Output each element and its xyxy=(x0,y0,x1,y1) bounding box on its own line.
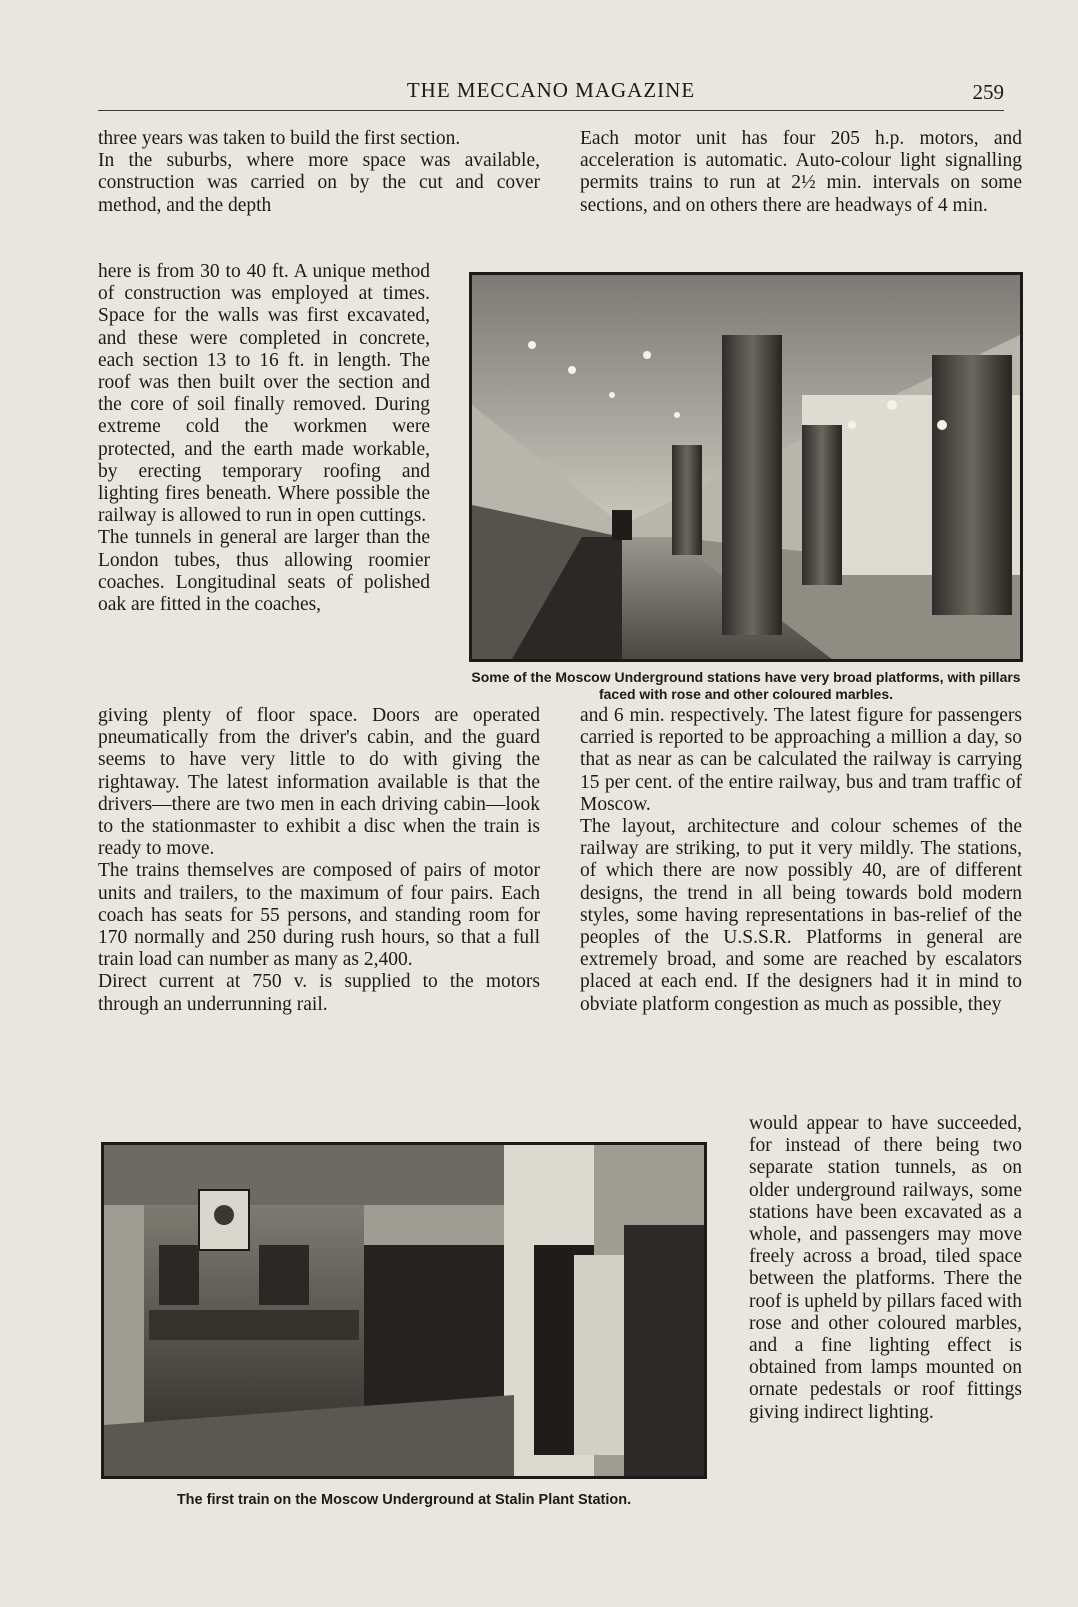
magazine-title: THE MECCANO MAGAZINE xyxy=(406,78,696,102)
train-photo-caption: The first train on the Moscow Underground at Stalin Plant Station. xyxy=(176,1492,632,1508)
page-number: 259 xyxy=(972,80,1004,104)
running-header xyxy=(98,76,1004,111)
train-photo-image xyxy=(104,1145,704,1476)
station-photo xyxy=(469,272,1023,662)
left-column-bottom-text: giving plenty of floor space. Doors are operated pneumatically from the driver's cabin, and the guard seems to have very little to do with giving the rightaway. The latest information available is that the drivers—there are two men in each driving cabin—look to the stationmaster to exhibit a disc when the train is ready to move. The trains themselves are composed of pairs of motor units and trailers, to the maximum of four pairs. Each coach has seats for 55 persons, and standing room for 170 normally and 250 during rush hours, so that a full train load can number as many as 2,400. Direct current at 750 v. is supplied to the motors through an underrunning rail. xyxy=(98,705,540,1015)
left-column-wrap-text: here is from 30 to 40 ft. A unique method of construction was employed at times. Space for the walls was first excavated, and these were completed in concrete, each section 13 to 16 ft. in length. The roof was then built over the section and the core of soil finally removed. During extreme cold the workmen were protected, and the earth made workable, by erecting temporary roofing and lighting fires beneath. Where possible the railway is allowed to run in open cuttings. The tunnels in general are larger than the London tubes, thus allowing roomier coaches. Longitudinal seats of polished oak are fitted in the coaches, xyxy=(98,261,430,616)
train-photo xyxy=(101,1142,707,1479)
left-column-top-text: three years was taken to build the first section. In the suburbs, where more space was available, construction was carried on by the cut and cover method, and the depth xyxy=(98,128,540,216)
right-column-top-text: Each motor unit has four 205 h.p. motors, and acceleration is automatic. Auto-colour light signalling permits trains to run at 2½ min. intervals on some sections, and on others there are headways of 4 min. xyxy=(580,128,1022,216)
right-column-middle-text: and 6 min. respectively. The latest figure for passengers carried is reported to be approaching a million a day, so that as near as can be calculated the railway is carrying 15 per cent. of the entire railway, bus and tram traffic of Moscow. The layout, architecture and colour schemes of the railway are striking, to put it very mildly. The stations, of which there are now possibly 40, are of different designs, the trend in all being towards bold modern styles, some having representations in bas-relief of the peoples of the U.S.S.R. Platforms in general are extremely broad, and some are reached by escalators placed at each end. If the designers had it in mind to obviate platform congestion as much as possible, they xyxy=(580,705,1022,1015)
station-photo-image xyxy=(472,275,1020,659)
right-column-wrap-text: would appear to have succeeded, for instead of there being two separate station tunnels, as on older underground railways, some stations have been excavated as a whole, and passengers may move freely across a broad, tiled space between the platforms. There the roof is upheld by pillars faced with rose and other coloured marbles, and a fine lighting effect is obtained from lamps mounted on ornate pedestals or roof fittings giving indirect lighting. xyxy=(749,1113,1022,1423)
station-photo-caption: Some of the Moscow Underground stations have very broad platforms, with pillars faced with rose and other coloured marbles. xyxy=(471,669,1021,702)
